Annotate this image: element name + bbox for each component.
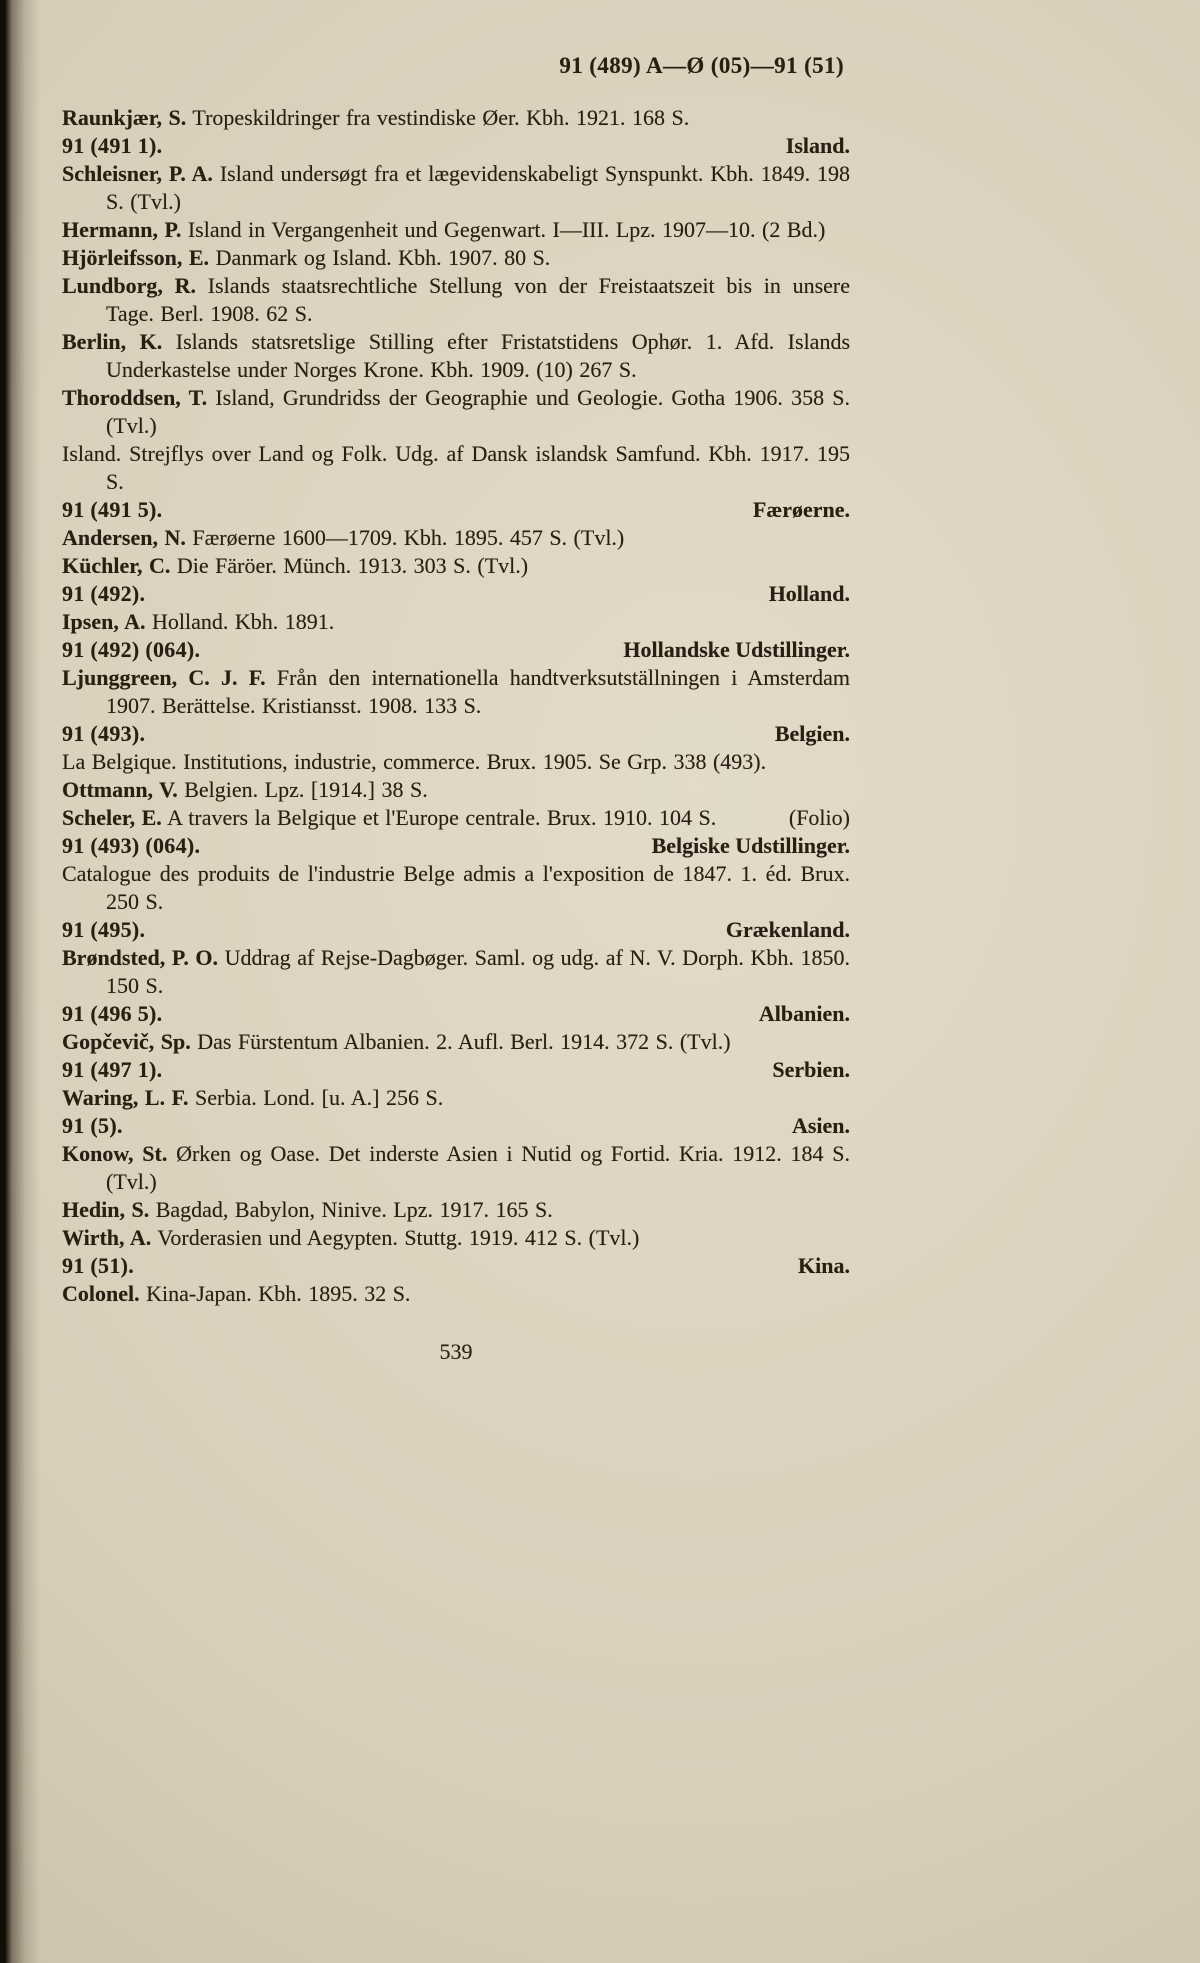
entry-text: Ørken og Oase. Det inderste Asien i Nutid og Fortid. Kria. 1912. 184 S. (Tvl.) (106, 1141, 851, 1194)
entry-author: Gopčevič, Sp. (62, 1029, 191, 1054)
section-code: 91 (491 5). (62, 497, 163, 522)
entry-text: La Belgique. Institutions, industrie, commerce. Brux. 1905. Se Grp. 338 (493). (62, 749, 767, 774)
section-country-label: Island. (785, 133, 850, 158)
entry-author: Hedin, S. (62, 1197, 150, 1222)
section-code: 91 (497 1). (62, 1057, 163, 1082)
section-heading (62, 496, 850, 524)
entry-text: Islands statsretslige Stilling efter Fristatstidens Ophør. 1. Afd. Islands Underkastelse under Norges Krone. Kbh. 1909. (10) 267 S. (106, 329, 851, 382)
book-gutter-shadow (0, 0, 40, 1963)
section-heading (62, 132, 850, 160)
entry-author: Colonel. (62, 1281, 140, 1306)
bibliography-entry (62, 216, 850, 244)
section-code: 91 (5). (62, 1113, 123, 1138)
entry-author: Thoroddsen, T. (62, 385, 208, 410)
entry-text: Bagdad, Babylon, Ninive. Lpz. 1917. 165 S. (155, 1197, 553, 1222)
entry-author: Raunkjær, S. (62, 105, 187, 130)
running-header: 91 (489) A—Ø (05)—91 (51) (559, 53, 844, 78)
entry-author: Waring, L. F. (62, 1085, 189, 1110)
bibliography-entry (62, 160, 850, 216)
entry-author: Andersen, N. (62, 525, 186, 550)
bibliography-entry (62, 1084, 850, 1112)
entry-text: Catalogue des produits de l'industrie Belge admis a l'exposition de 1847. 1. éd. Brux. 250 S. (62, 861, 850, 914)
entry-author: Brøndsted, P. O. (62, 945, 219, 970)
bibliography-entry (62, 1224, 850, 1252)
section-heading (62, 1056, 850, 1084)
entry-text: Island. Strejflys over Land og Folk. Udg. af Dansk islandsk Samfund. Kbh. 1917. 195 S. (62, 441, 850, 494)
section-code: 91 (493). (62, 721, 146, 746)
section-heading (62, 1000, 850, 1028)
bibliography-entry (62, 328, 850, 384)
section-country-label: Albanien. (758, 1001, 850, 1026)
bibliography-entry (62, 748, 850, 776)
entry-author: Ipsen, A. (62, 609, 146, 634)
entry-text: Die Färöer. Münch. 1913. 303 S. (Tvl.) (176, 553, 529, 578)
section-heading (62, 832, 850, 860)
entry-author: Hjörleifsson, E. (62, 245, 210, 270)
section-heading (62, 580, 850, 608)
entry-author: Ottmann, V. (62, 777, 178, 802)
bibliography-entry (62, 1196, 850, 1224)
entry-author: Konow, St. (62, 1141, 168, 1166)
bibliography-entry (62, 440, 850, 496)
bibliography-entry (62, 776, 850, 804)
entry-text: Island undersøgt fra et lægevidenskabeligt Synspunkt. Kbh. 1849. 198 S. (Tvl.) (106, 161, 851, 214)
entry-text: Island in Vergangenheit und Gegenwart. I—III. Lpz. 1907—10. (2 Bd.) (187, 217, 826, 242)
entry-author: Ljunggreen, C. J. F. (62, 665, 266, 690)
entry-text: Belgien. Lpz. [1914.] 38 S. (184, 777, 428, 802)
entry-text: Serbia. Lond. [u. A.] 256 S. (195, 1085, 444, 1110)
entry-text: Kina-Japan. Kbh. 1895. 32 S. (146, 1281, 411, 1306)
bibliography-entry (62, 944, 850, 1000)
bibliography-entry (62, 244, 850, 272)
entry-author: Lundborg, R. (62, 273, 196, 298)
bibliography-entry (62, 104, 850, 132)
bibliography-entry (62, 664, 850, 720)
entry-text: Danmark og Island. Kbh. 1907. 80 S. (215, 245, 551, 270)
entry-text: Færøerne 1600—1709. Kbh. 1895. 457 S. (Tvl.) (192, 525, 625, 550)
section-heading (62, 1112, 850, 1140)
entry-format-note: (Folio) (788, 805, 850, 830)
section-code: 91 (492) (064). (62, 637, 201, 662)
section-country-label: Serbien. (772, 1057, 850, 1082)
bibliography-entry (62, 1140, 850, 1196)
section-heading (62, 916, 850, 944)
section-country-label: Grækenland. (725, 917, 850, 942)
section-code: 91 (492). (62, 581, 146, 606)
section-code: 91 (496 5). (62, 1001, 163, 1026)
section-heading (62, 636, 850, 664)
bibliography-entry (62, 860, 850, 916)
entry-text: Uddrag af Rejse-Dagbøger. Saml. og udg. af N. V. Dorph. Kbh. 1850. 150 S. (106, 945, 851, 998)
entry-author: Hermann, P. (62, 217, 182, 242)
entry-list (62, 104, 850, 1308)
section-country-label: Færøerne. (752, 497, 850, 522)
entry-text: Tropeskildringer fra vestindiske Øer. Kbh. 1921. 168 S. (192, 105, 690, 130)
page-number: 539 (439, 1339, 473, 1364)
entry-text: Holland. Kbh. 1891. (152, 609, 335, 634)
entry-text: Från den internationella handtverksutställningen i Amsterdam 1907. Berättelse. Kristiansst. 1908. 133 S. (106, 665, 851, 718)
bibliography-entry (62, 524, 850, 552)
section-country-label: Kina. (798, 1253, 850, 1278)
entry-text: Island, Grundridss der Geographie und Geologie. Gotha 1906. 358 S. (Tvl.) (106, 385, 851, 438)
section-country-label: Holland. (768, 581, 850, 606)
bibliography-entry (62, 272, 850, 328)
entry-author: Berlin, K. (62, 329, 163, 354)
entry-author: Wirth, A. (62, 1225, 152, 1250)
entry-text: Islands staatsrechtliche Stellung von der Freistaatszeit bis in unsere Tage. Berl. 1908. 62 S. (106, 273, 851, 326)
section-country-label: Asien. (791, 1113, 850, 1138)
entry-text: Das Fürstentum Albanien. 2. Aufl. Berl. 1914. 372 S. (Tvl.) (197, 1029, 731, 1054)
bibliography-entry (62, 608, 850, 636)
entry-text: Vorderasien und Aegypten. Stuttg. 1919. 412 S. (Tvl.) (157, 1225, 640, 1250)
page-content (62, 52, 850, 1366)
section-country-label: Belgien. (774, 721, 850, 746)
section-code: 91 (493) (064). (62, 833, 201, 858)
section-code: 91 (491 1). (62, 133, 163, 158)
section-code: 91 (495). (62, 917, 146, 942)
entry-author: Küchler, C. (62, 553, 171, 578)
entry-author: Schleisner, P. A. (62, 161, 213, 186)
section-code: 91 (51). (62, 1253, 135, 1278)
bibliography-entry (62, 384, 850, 440)
bibliography-entry (62, 804, 850, 832)
entry-text: A travers la Belgique et l'Europe centrale. Brux. 1910. 104 S. (167, 805, 717, 830)
section-heading (62, 1252, 850, 1280)
bibliography-entry (62, 1280, 850, 1308)
section-country-label: Belgiske Udstillinger. (651, 833, 850, 858)
bibliography-entry (62, 552, 850, 580)
section-country-label: Hollandske Udstillinger. (623, 637, 850, 662)
section-heading (62, 720, 850, 748)
entry-author: Scheler, E. (62, 805, 162, 830)
bibliography-entry (62, 1028, 850, 1056)
